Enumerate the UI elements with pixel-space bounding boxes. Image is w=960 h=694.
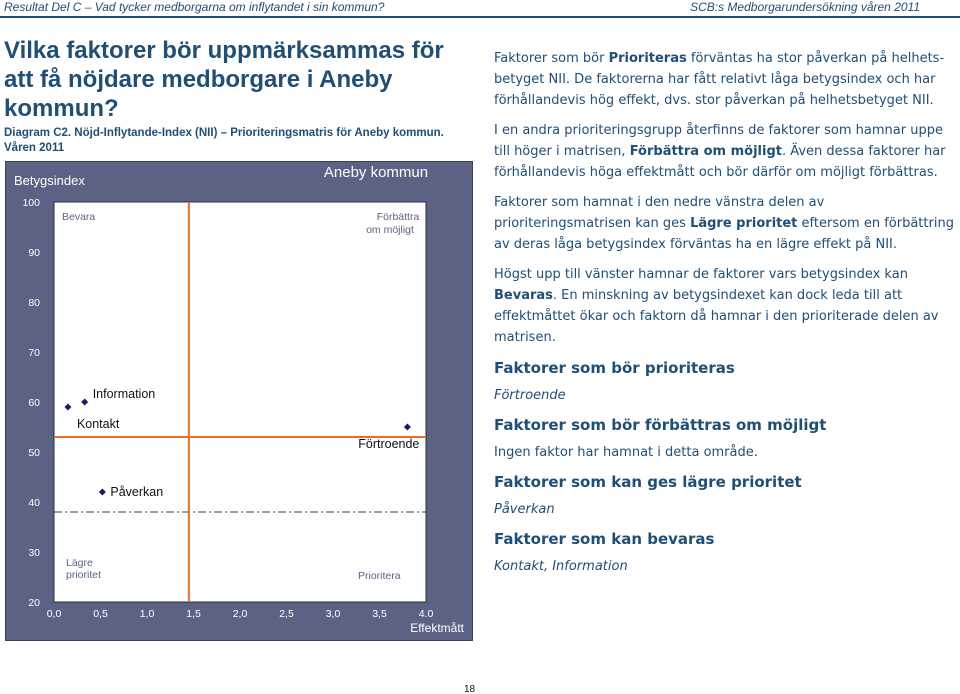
data-point-label: Information (92, 387, 156, 401)
x-tick-label: 2,5 (279, 608, 294, 620)
priority-matrix-chart (5, 161, 473, 641)
chart-title: Aneby kommun (323, 164, 429, 181)
data-point-label: Kontakt (76, 417, 120, 431)
y-axis-label: Betygsindex (14, 173, 85, 188)
page-title: Vilka faktorer bör uppmärksammas för att få nöjdare medborgare i Aneby kommun? (4, 37, 444, 122)
list-lagre-prioritet: Påverkan (494, 502, 555, 517)
y-tick-label: 80 (28, 297, 40, 309)
x-tick-label: 1,0 (139, 608, 155, 620)
explanation-column (494, 48, 954, 585)
x-tick-label: 0,5 (93, 608, 108, 620)
paragraph-lagre-prioritet (494, 192, 954, 255)
heading-forbattras: Faktorer som bör förbättras om möjligt (494, 416, 827, 434)
data-point-label: Förtroende (358, 437, 420, 451)
quadrant-label-lagre-prioritet: Lägre prioritet (66, 557, 102, 581)
data-point-label: Påverkan (110, 485, 164, 499)
quadrant-label-prioritera: Prioritera (358, 570, 401, 582)
y-tick-label: 100 (22, 197, 40, 209)
p3-emphasis: Lägre prioritet (690, 216, 798, 231)
x-tick-label: 2,0 (232, 608, 248, 620)
y-tick-label: 60 (28, 397, 40, 409)
x-tick-label: 1,5 (186, 608, 201, 620)
p1-text-a: Faktorer som bör (494, 51, 609, 66)
p4-emphasis: Bevaras (494, 288, 553, 303)
y-tick-label: 40 (28, 497, 40, 509)
x-tick-label: 0,0 (46, 608, 62, 620)
paragraph-prioritera (494, 48, 954, 111)
header-divider (0, 16, 960, 18)
y-tick-label: 20 (28, 597, 40, 609)
page-header (0, 0, 960, 16)
paragraph-forbattra (494, 120, 954, 183)
x-tick-label: 3,0 (325, 608, 341, 620)
p3-text-a: Faktorer som hamnat i den nedre vänstra delen av prioriteringsmatrisen kan ges (494, 195, 825, 231)
p4-text-c: . En minskning av betygsindexet kan dock leda till att effektmåttet ökar och faktorn då hamnar i den prioriterade delen av matrisen. (494, 288, 939, 345)
list-forbattras: Ingen faktor har hamnat i detta område. (494, 445, 758, 460)
p2-emphasis: Förbättra om möjligt (629, 144, 782, 159)
plot-area (54, 202, 426, 602)
y-tick-label: 70 (28, 347, 40, 359)
x-tick-label: 3,5 (372, 608, 387, 620)
heading-bevaras: Faktorer som kan bevaras (494, 530, 715, 548)
p2-text-a: I en andra prioriteringsgrupp återfinns de faktorer som hamnar uppe till höger i matrisen, (494, 123, 943, 159)
list-bevaras: Kontakt, Information (494, 559, 628, 574)
y-tick-label: 50 (28, 447, 40, 459)
p1-text-c: förväntas ha stor påverkan på helhetsbetyget NII. De faktorerna har fått relativt låga betygsindex och har förhållandevis hög effekt, dvs. stor påverkan på helhetsbetyget NII. (494, 51, 945, 108)
diagram-caption: Diagram C2. Nöjd-Inflytande-Index (NII) – Prioriteringsmatris för Aneby kommun. Våren 2011 (4, 127, 444, 154)
paragraph-bevara (494, 264, 954, 348)
p1-emphasis: Prioriteras (608, 51, 687, 66)
heading-lagre-prioritet: Faktorer som kan ges lägre prioritet (494, 473, 802, 491)
y-tick-label: 30 (28, 547, 40, 559)
x-axis-label: Effektmått (410, 621, 464, 635)
y-tick-label: 90 (28, 247, 40, 259)
heading-prioriteras: Faktorer som bör prioriteras (494, 359, 735, 377)
p3-text-c: eftersom en förbättring av deras låga betygsindex förväntas ha en lägre effekt på NII. (494, 216, 954, 252)
chart-svg (6, 162, 474, 642)
page-number: 18 (464, 684, 476, 694)
list-prioriteras: Förtroende (494, 388, 566, 403)
quadrant-label-bevara: Bevara (62, 211, 96, 223)
x-tick-label: 4.0 (418, 608, 434, 620)
header-survey-name: SCB:s Medborgarundersökning våren 2011 (690, 0, 920, 14)
p2-text-c: . Även dessa faktorer har förhållandevis höga effektmått och bör därför om möjligt förbättras. (494, 144, 946, 180)
quadrant-label-forbattra: Förbättra om möjligt (366, 211, 420, 236)
header-report-title: Resultat Del C – Vad tycker medborgarna om inflytandet i sin kommun? (4, 0, 385, 14)
p4-text-a: Högst upp till vänster hamnar de faktorer vars betygsindex kan (494, 267, 908, 282)
